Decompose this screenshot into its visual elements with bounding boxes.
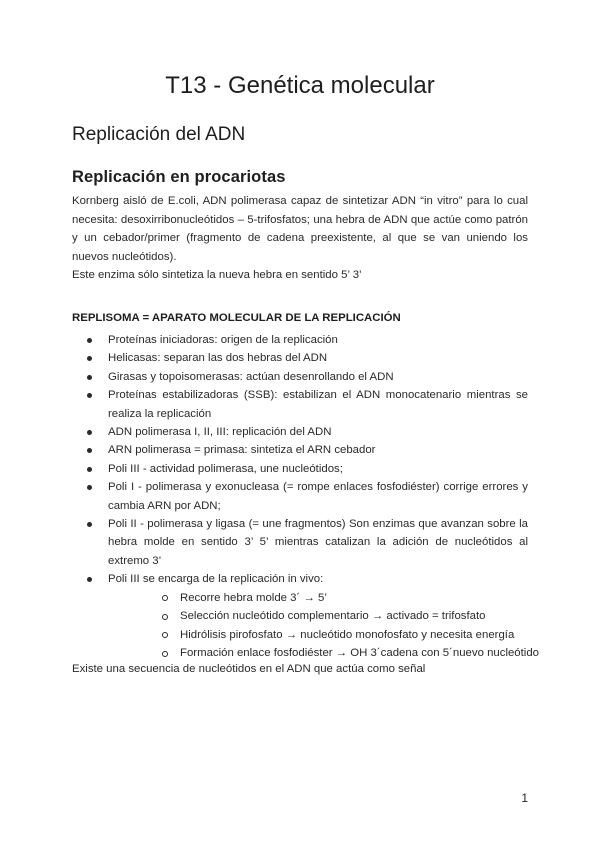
list-item bbox=[72, 386, 528, 423]
sub-list-item-text: Formación enlace fosfodiéster → OH 3´cadena con 5´nuevo nucleótido bbox=[180, 647, 540, 660]
list-item-text: Poli II - polimerasa y ligasa (= une fragmentos) Son enzimas que avanzan sobre la hebra molde en sentido 3’ 5’ mientras catalizan la adición de nucleótidos al extremo 3’ bbox=[108, 518, 528, 567]
hollow-bullet-icon bbox=[162, 614, 168, 620]
list-item-text: Poli I - polimerasa y exonucleasa (= rompe enlaces fosfodiéster) corrige errores y cambia ARN por ADN; bbox=[108, 481, 528, 512]
paragraph-signal-sequence: Existe una secuencia de nucleótidos en el ADN que actúa como señal bbox=[72, 663, 426, 675]
bullet-icon bbox=[87, 467, 92, 472]
list-item-text: Proteínas estabilizadoras (SSB): estabilizan el ADN monocatenario mientras se realiza la replicación bbox=[108, 389, 528, 420]
replisoma-heading: REPLISOMA = APARATO MOLECULAR DE LA REPLICACIÓN bbox=[72, 312, 401, 324]
bullet-icon bbox=[87, 448, 92, 453]
list-item bbox=[72, 515, 528, 570]
sub-list-item bbox=[108, 589, 528, 608]
bullet-icon bbox=[87, 522, 92, 527]
list-item bbox=[72, 478, 528, 515]
page-number: 1 bbox=[521, 791, 528, 805]
hollow-bullet-icon bbox=[162, 632, 168, 638]
bullet-icon bbox=[87, 393, 92, 398]
list-item-text: Girasas y topoisomerasas: actúan desenrollando el ADN bbox=[108, 370, 394, 383]
bullet-icon bbox=[87, 356, 92, 361]
sub-list-item bbox=[108, 626, 528, 645]
list-item bbox=[72, 331, 528, 349]
bullet-icon bbox=[87, 577, 92, 582]
section-title: Replicación del ADN bbox=[72, 124, 246, 145]
list-item-text: Helicasas: separan las dos hebras del ADN bbox=[108, 352, 328, 365]
subsection-title: Replicación en procariotas bbox=[72, 168, 286, 186]
list-item-text: Poli III - actividad polimerasa, une nucleótidos; bbox=[108, 462, 343, 475]
paragraph-kornberg: Kornberg aisló de E.coli, ADN polimerasa capaz de sintetizar ADN “in vitro” para lo cual necesita: desoxirribonucleótidos – 5-trifosfatos; una hebra de ADN que actúe como patrón y un cebador/primer (fragmento de cadena preexistente, al que se van uniendo los nuevos nucleótidos). bbox=[72, 195, 528, 263]
sub-list-item bbox=[108, 607, 528, 626]
paragraph-enzyme-direction: Este enzima sólo sintetiza la nueva hebra en sentido 5’ 3’ bbox=[72, 269, 362, 281]
list-item bbox=[72, 349, 528, 367]
replisoma-list bbox=[72, 331, 540, 663]
bullet-icon bbox=[87, 430, 92, 435]
sub-list-item-text: Recorre hebra molde 3´ → 5’ bbox=[180, 591, 327, 604]
list-item-text: Poli III se encarga de la replicación in vivo: bbox=[108, 573, 324, 586]
document-title: T13 - Genética molecular bbox=[165, 72, 435, 99]
list-item-text: Proteínas iniciadoras: origen de la replicación bbox=[108, 334, 338, 346]
bullet-icon bbox=[87, 338, 92, 343]
list-item-text: ADN polimerasa I, II, III: replicación del ADN bbox=[108, 426, 332, 439]
list-item bbox=[72, 368, 528, 386]
poli-iii-sublist bbox=[108, 589, 540, 663]
bullet-icon bbox=[87, 375, 92, 380]
list-item bbox=[72, 423, 528, 441]
list-item-text: ARN polimerasa = primasa: sintetiza el ARN cebador bbox=[108, 444, 376, 457]
hollow-bullet-icon bbox=[162, 595, 168, 601]
bullet-icon bbox=[87, 485, 92, 490]
hollow-bullet-icon bbox=[162, 651, 168, 657]
list-item bbox=[72, 441, 528, 459]
list-item bbox=[72, 460, 528, 478]
sub-list-item-text: Hidrólisis pirofosfato → nucleótido monofosfato y necesita energía bbox=[180, 628, 515, 641]
list-item bbox=[72, 570, 540, 663]
sub-list-item-text: Selección nucleótido complementario → activado = trifosfato bbox=[180, 610, 486, 623]
